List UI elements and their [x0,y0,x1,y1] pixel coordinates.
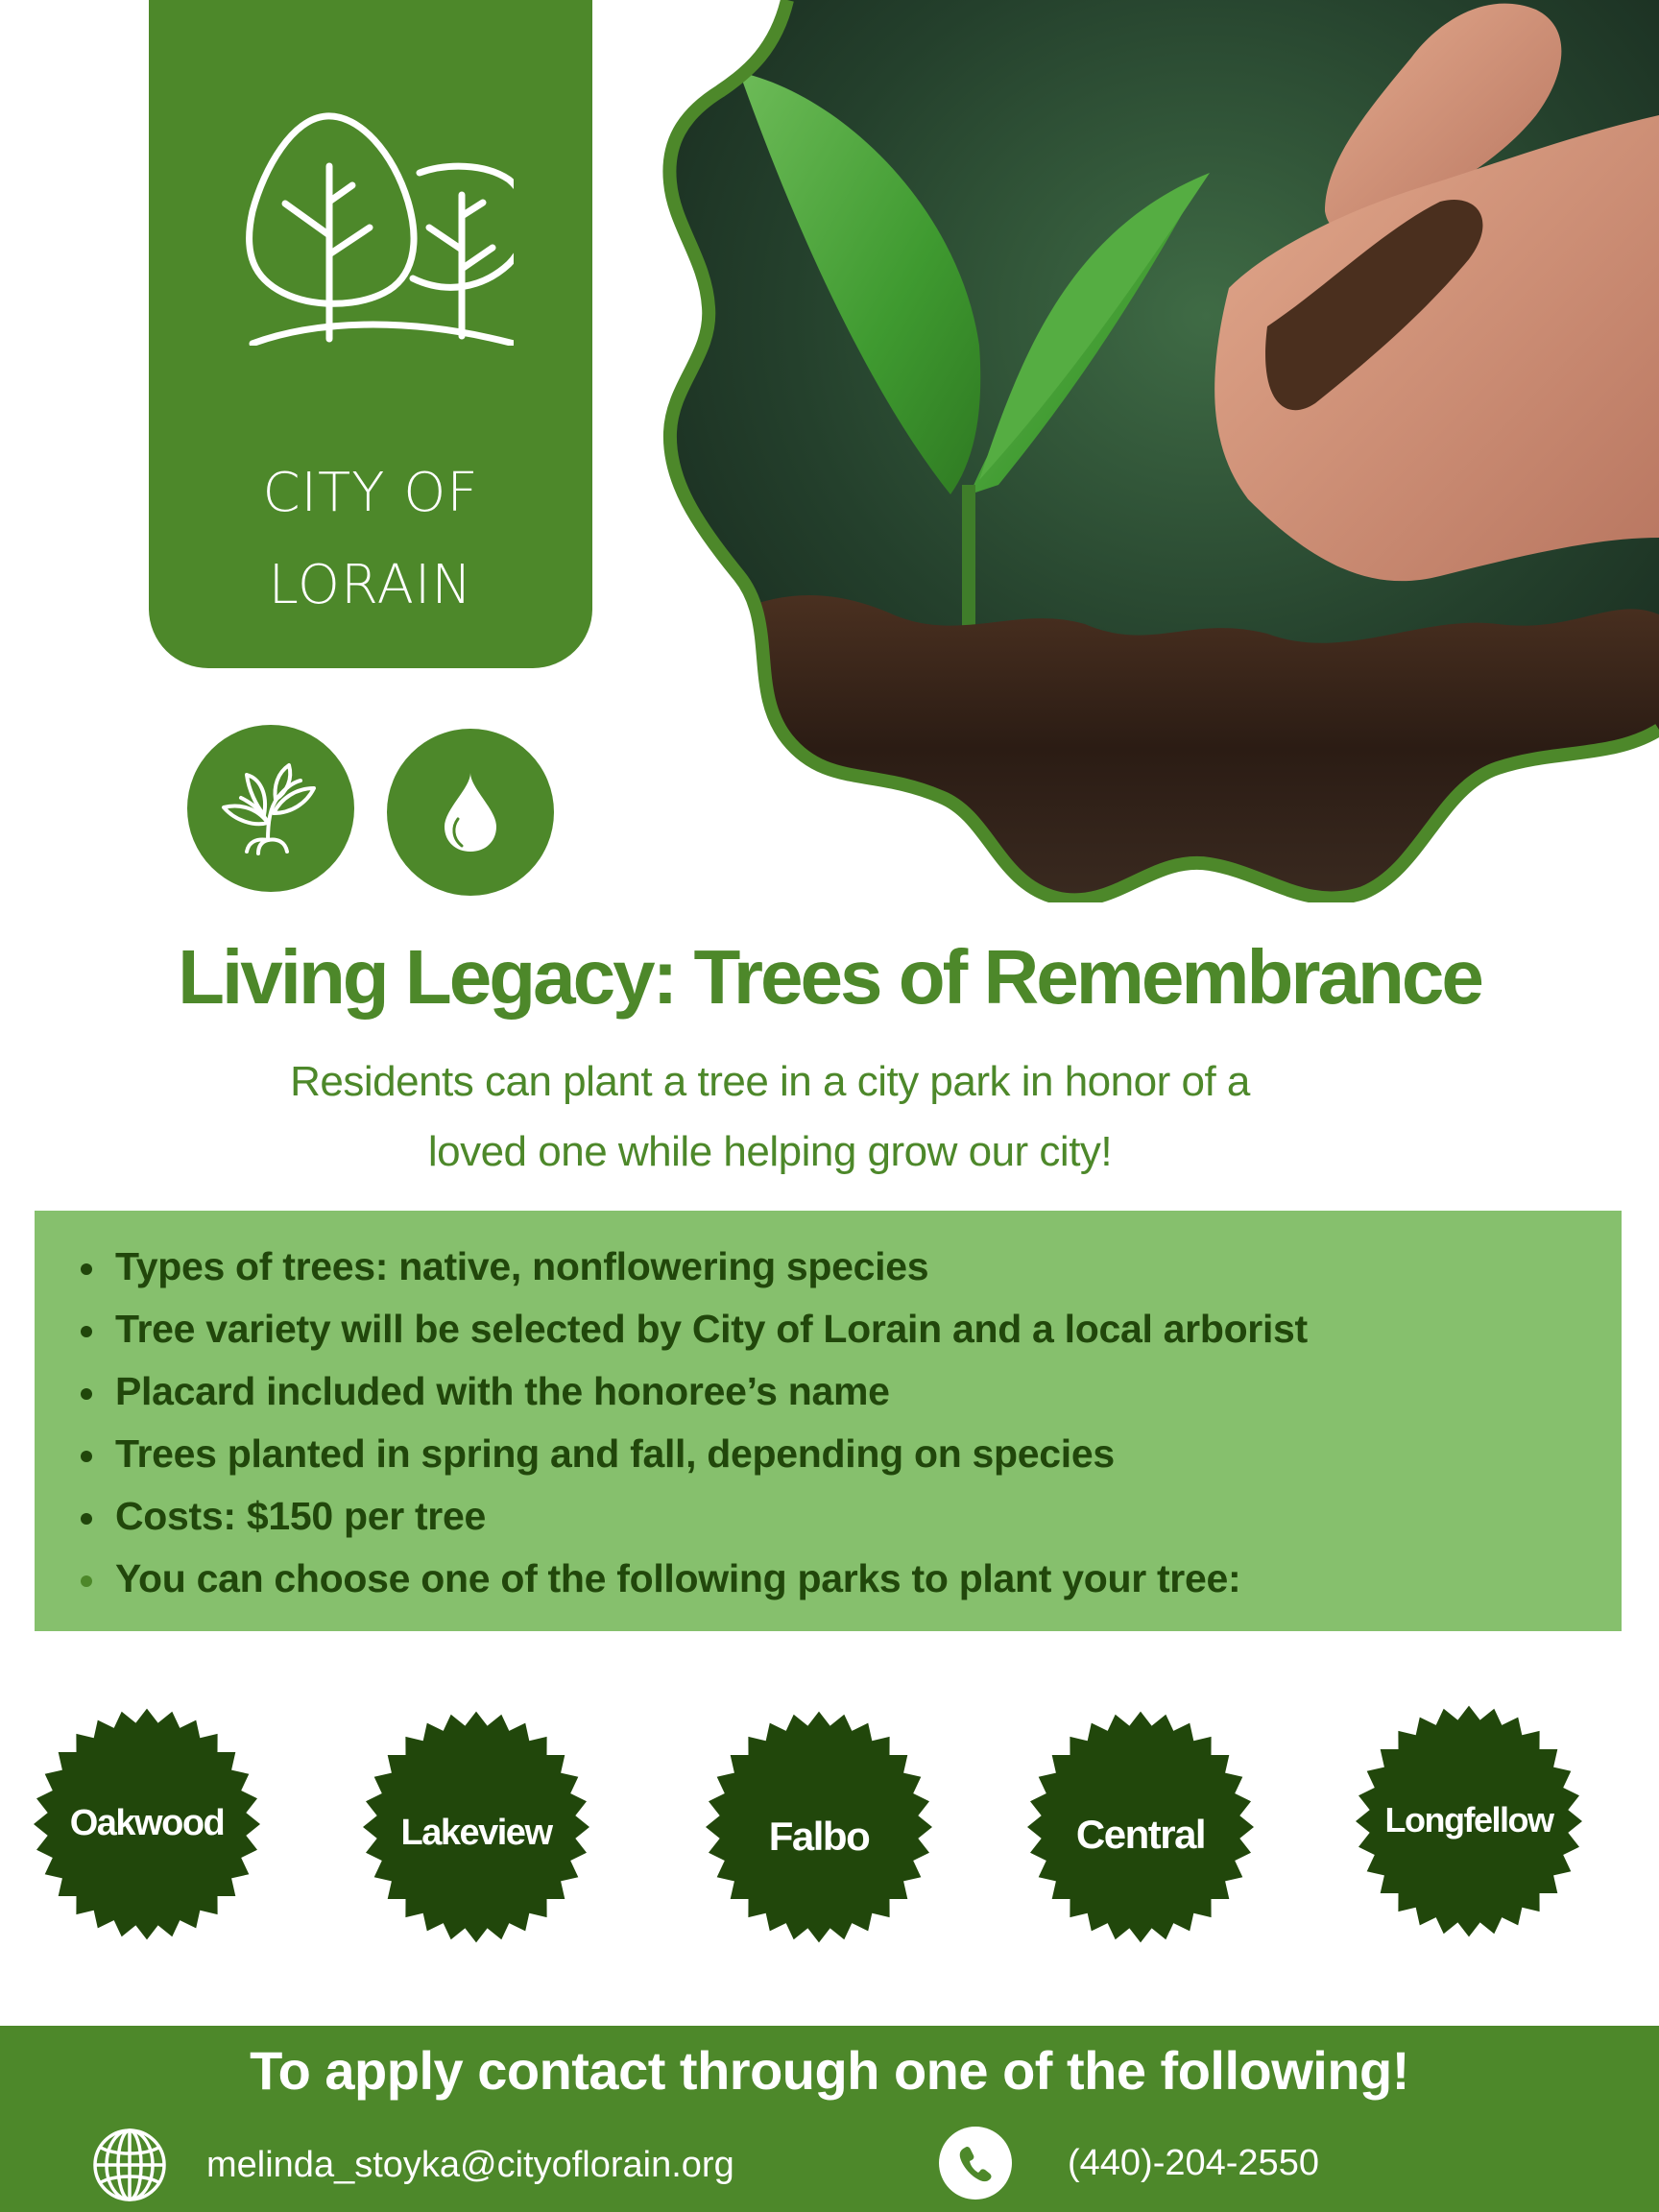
water-drop-icon-badge [387,729,554,896]
city-logo [149,0,592,668]
park-name: Falbo [768,1814,870,1859]
details-item: Costs: $150 per tree [81,1489,1622,1551]
logo-text-line1: CITY OF [262,462,479,524]
phone-icon [939,2127,1012,2200]
details-item: You can choose one of the following parks to plant your tree: [81,1551,1622,1614]
details-item: Types of trees: native, nonflowering species [81,1239,1622,1302]
contact-title: To apply contact through one of the following! [250,2040,1409,2101]
bullet-icon [81,1513,92,1525]
page-title: Living Legacy: Trees of Remembrance [178,934,1481,1020]
water-drop-icon [437,769,504,855]
details-item: Trees planted in spring and fall, depending on species [81,1427,1622,1489]
phone-number[interactable]: (440)-204-2550 [1068,2142,1319,2183]
park-name: Lakeview [400,1813,552,1853]
park-badge-falbo [704,1707,934,1947]
globe-icon [91,2127,168,2203]
logo-text-line2: LORAIN [268,554,473,616]
park-badge-lakeview [361,1707,591,1947]
sprout-icon-badge [187,725,354,892]
subtitle-line1: Residents can plant a tree in a city park in honor of a [290,1058,1250,1105]
park-badge-central [1025,1707,1256,1947]
contact-footer [0,2026,1659,2212]
park-name: Oakwood [69,1803,225,1843]
details-item: Placard included with the honoree’s name [81,1364,1622,1427]
park-badge-longfellow [1354,1701,1584,1941]
bullet-icon [81,1388,92,1400]
two-trees-icon [235,110,514,346]
bullet-icon [81,1263,92,1275]
bullet-icon [81,1575,92,1587]
bullet-icon [81,1326,92,1337]
email-link[interactable]: melinda_stoyka@cityoflorain.org [206,2144,734,2185]
sprout-icon [218,756,324,861]
email-contact[interactable] [91,2127,734,2203]
park-name: Longfellow [1384,1800,1553,1839]
park-badge-oakwood [32,1704,262,1944]
hero-photo [653,0,1659,902]
phone-contact[interactable] [939,2127,1319,2200]
park-name: Central [1075,1812,1206,1857]
details-list [35,1211,1622,1614]
bullet-icon [81,1451,92,1462]
subtitle-line2: loved one while helping grow our city! [427,1128,1113,1175]
program-details-panel [35,1211,1622,1631]
details-item: Tree variety will be selected by City of Lorain and a local arborist [81,1302,1622,1364]
